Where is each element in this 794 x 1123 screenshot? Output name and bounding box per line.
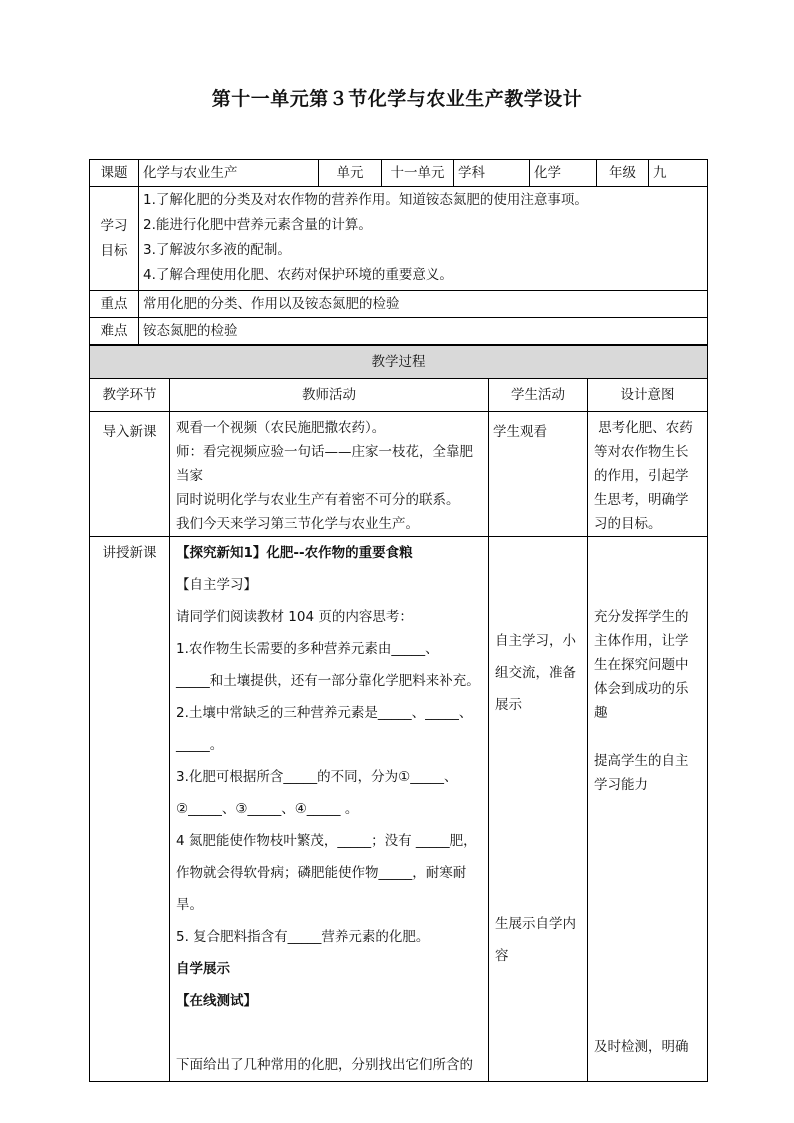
table-row (90, 318, 708, 345)
text-line: 自主学习，小 (495, 633, 576, 649)
text-line: 组交流，准备 (495, 665, 576, 681)
text-line: 体会到成功的乐 (594, 681, 689, 697)
topic-label: 课题 (90, 160, 139, 187)
column-header: 设计意图 (588, 379, 708, 412)
goals-label-line: 目标 (100, 242, 128, 259)
text-line: 展示 (495, 697, 522, 713)
text-line: _____和土壤提供，还有一部分靠化学肥料来补充。 (176, 673, 480, 689)
text-line: 主体作用，让学 (594, 633, 689, 649)
column-header: 教师活动 (170, 379, 489, 412)
text-line: 思考化肥、农药 (594, 420, 693, 436)
text-line: 充分发挥学生的 (594, 609, 689, 625)
column-header: 教学环节 (90, 379, 170, 412)
lesson-design-intent (588, 537, 708, 1082)
text-line: 下面给出了几种常用的化肥，分别找出它们所含的 (176, 1057, 473, 1073)
lesson-teacher-activity (170, 537, 489, 1082)
section-heading: 自学展示 (176, 961, 230, 977)
text-line: 【自主学习】 (176, 577, 257, 593)
table-row (90, 346, 708, 379)
teaching-process-table (89, 345, 708, 1082)
student-activity-2 (495, 908, 576, 972)
table-row (90, 412, 708, 537)
key-label: 重点 (90, 291, 139, 318)
difficulty-value: 铵态氮肥的检验 (139, 318, 708, 345)
section-heading: 【在线测试】 (176, 993, 257, 1009)
text-line: 请同学们阅读教材 104 页的内容思考： (176, 609, 413, 625)
text-line: 5. 复合肥料指含有_____营养元素的化肥。 (176, 929, 430, 945)
intro-design-intent (588, 412, 708, 537)
text-line: 4 氮肥能使作物枝叶繁茂，_____；没有 _____肥， (176, 833, 477, 849)
text-line: 我们今天来学习第三节化学与农业生产。 (176, 516, 419, 532)
lesson-stage: 讲授新课 (90, 537, 170, 1082)
learning-goals (139, 187, 708, 291)
unit-value: 十一单元 (382, 160, 454, 187)
course-info-table (89, 159, 708, 345)
student-activity-1 (495, 625, 576, 721)
topic-value: 化学与农业生产 (139, 160, 319, 187)
goals-label (90, 187, 139, 291)
text-line: 师：看完视频应验一句话——庄家一枝花，全靠肥 (176, 444, 473, 460)
text-line: 观看一个视频（农民施肥撒农药）。 (176, 420, 386, 436)
column-header: 学生活动 (489, 379, 588, 412)
text-line: 旱。 (176, 897, 203, 913)
goal-item: 4.了解合理使用化肥、农药对保护环境的重要意义。 (143, 267, 453, 283)
intro-student-activity: 学生观看 (489, 412, 588, 537)
text-line: 生思考，明确学 (594, 492, 689, 508)
page-title: 第十一单元第３节化学与农业生产教学设计 (211, 88, 583, 110)
goal-item: 3.了解波尔多液的配制。 (143, 242, 291, 258)
subject-label: 学科 (454, 160, 530, 187)
text-line: 习的目标。 (594, 516, 662, 532)
design-intent-2 (594, 749, 689, 797)
text-line: 作物就会得软骨病；磷肥能使作物_____，耐寒耐 (176, 865, 467, 881)
text-line: 当家 (176, 468, 203, 484)
grade-value: 九 (649, 160, 708, 187)
text-line: 3.化肥可根据所含_____的不同，分为①_____、 (176, 769, 458, 785)
text-line: _____。 (176, 737, 224, 753)
intro-teacher-activity (170, 412, 489, 537)
text-line: 1.农作物生长需要的多种营养元素由_____、 (176, 641, 439, 657)
process-header: 教学过程 (90, 346, 708, 379)
subject-value: 化学 (530, 160, 597, 187)
spacer (176, 1017, 484, 1049)
goal-item: 2.能进行化肥中营养元素含量的计算。 (143, 217, 372, 233)
table-row (90, 160, 708, 187)
table-row (90, 379, 708, 412)
text-line: 提高学生的自主 (594, 753, 689, 769)
design-intent-3: 及时检测，明确 (594, 1039, 689, 1055)
goals-label-line: 学习 (100, 217, 128, 234)
section-heading: 【探究新知1】化肥--农作物的重要食粮 (176, 545, 413, 561)
text-line: ②_____、③_____、④_____ 。 (176, 801, 359, 817)
text-line: 同时说明化学与农业生产有着密不可分的联系。 (176, 492, 460, 508)
text-line: 的作用，引起学 (594, 468, 689, 484)
grade-label: 年级 (597, 160, 649, 187)
table-row (90, 187, 708, 291)
text-line: 生展示自学内 (495, 916, 576, 932)
text-line: 容 (495, 948, 509, 964)
table-row (90, 537, 708, 1082)
text-line: 趣 (594, 705, 608, 721)
text-line: 2.土壤中常缺乏的三种营养元素是_____、_____、 (176, 705, 473, 721)
unit-label: 单元 (319, 160, 382, 187)
design-intent-1 (594, 605, 689, 725)
lesson-student-activity (489, 537, 588, 1082)
table-row (90, 291, 708, 318)
intro-stage: 导入新课 (90, 412, 170, 537)
text-line: 生在探究问题中 (594, 657, 689, 673)
text-line: 学习能力 (594, 777, 648, 793)
difficulty-label: 难点 (90, 318, 139, 345)
goal-item: 1.了解化肥的分类及对农作物的营养作用。知道铵态氮肥的使用注意事项。 (143, 192, 588, 208)
text-line: 等对农作物生长 (594, 444, 689, 460)
key-value: 常用化肥的分类、作用以及铵态氮肥的检验 (139, 291, 708, 318)
